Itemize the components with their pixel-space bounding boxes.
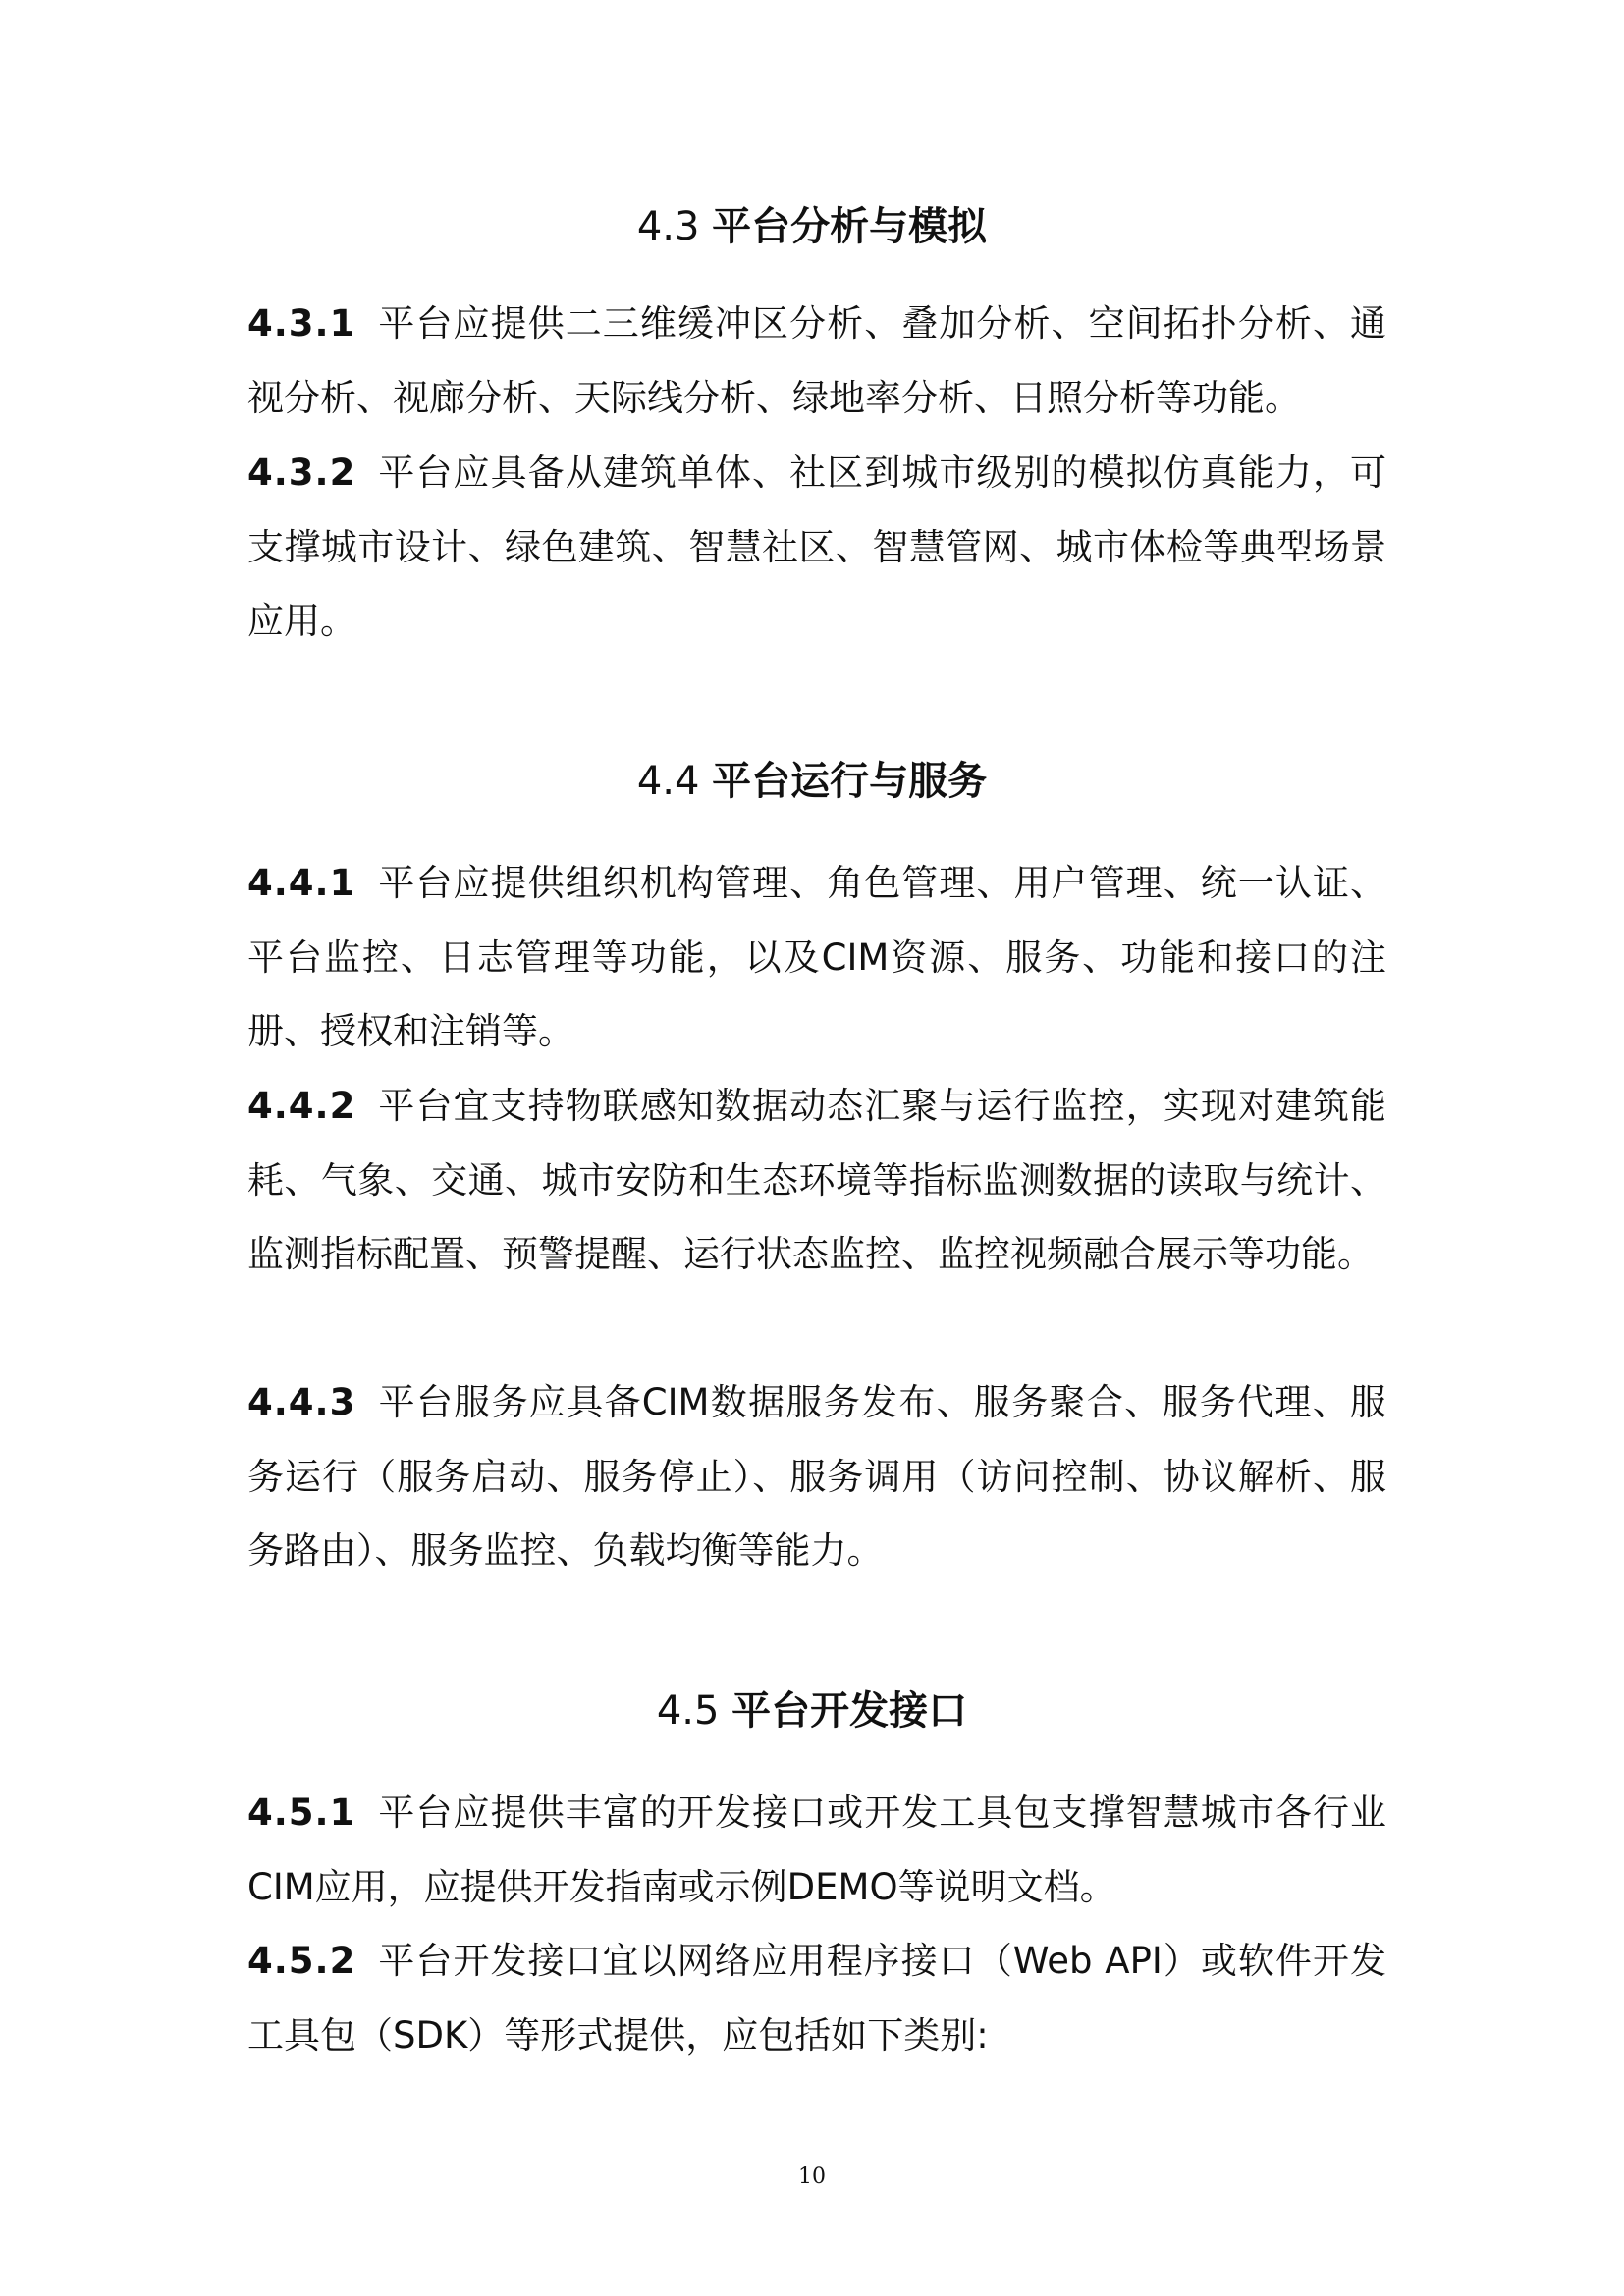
section-number: 4.3 — [636, 204, 700, 249]
clause-4-3-2-paragraph — [247, 436, 1386, 659]
clause-4-5-1-paragraph — [247, 1776, 1386, 1924]
section-number: 4.5 — [656, 1688, 720, 1734]
section-title: 平台分析与模拟 — [712, 204, 988, 249]
page-number: 10 — [798, 2164, 826, 2189]
clause-text: 平台应具备从建筑单体、社区到城市级别的模拟仿真能力，可支撑城市设计、绿色建筑、智慧社区、智慧管网、城市体检等典型场景应用。 — [247, 452, 1386, 642]
clause-text: 平台应提供丰富的开发接口或开发工具包支撑智慧城市各行业CIM应用，应提供开发指南或示例DEMO等说明文档。 — [247, 1791, 1386, 1908]
clause-number: 4.4.2 — [247, 1085, 356, 1127]
clause-text: 平台宜支持物联感知数据动态汇聚与运行监控，实现对建筑能耗、气象、交通、城市安防和生态环境等指标监测数据的读取与统计、监测指标配置、预警提醒、运行状态监控、监控视频融合展示等功能。 — [247, 1085, 1386, 1275]
clause-4-4-1-paragraph — [247, 846, 1386, 1069]
section-title: 平台开发接口 — [731, 1688, 968, 1734]
clause-number: 4.4.1 — [247, 862, 356, 904]
clause-text: 平台服务应具备CIM数据服务发布、服务聚合、服务代理、服务运行（服务启动、服务停止）、服务调用（访问控制、协议解析、服务路由）、服务监控、负载均衡等能力。 — [247, 1381, 1386, 1572]
clause-4-5-2-paragraph — [247, 1924, 1386, 2072]
section-heading-4-5 — [0, 1686, 1624, 1735]
clause-4-4-3-paragraph — [247, 1365, 1386, 1588]
section-heading-4-3 — [0, 202, 1624, 251]
clause-text: 平台应提供组织机构管理、角色管理、用户管理、统一认证、平台监控、日志管理等功能，以及CIM资源、服务、功能和接口的注册、授权和注销等。 — [247, 862, 1386, 1052]
clause-number: 4.4.3 — [247, 1381, 356, 1423]
clause-4-4-2-paragraph — [247, 1069, 1386, 1292]
clause-number: 4.3.2 — [247, 452, 356, 494]
clause-text: 平台开发接口宜以网络应用程序接口（Web API）或软件开发工具包（SDK）等形式提供，应包括如下类别: — [247, 1940, 1386, 2056]
clause-number: 4.3.1 — [247, 302, 356, 345]
section-title: 平台运行与服务 — [712, 759, 988, 804]
section-number: 4.4 — [636, 759, 700, 804]
clause-number: 4.5.2 — [247, 1940, 356, 1982]
section-heading-4-4 — [0, 757, 1624, 806]
clause-number: 4.5.1 — [247, 1791, 356, 1834]
clause-text: 平台应提供二三维缓冲区分析、叠加分析、空间拓扑分析、通视分析、视廊分析、天际线分析、绿地率分析、日照分析等功能。 — [247, 302, 1386, 419]
clause-4-3-1-paragraph — [247, 287, 1386, 435]
